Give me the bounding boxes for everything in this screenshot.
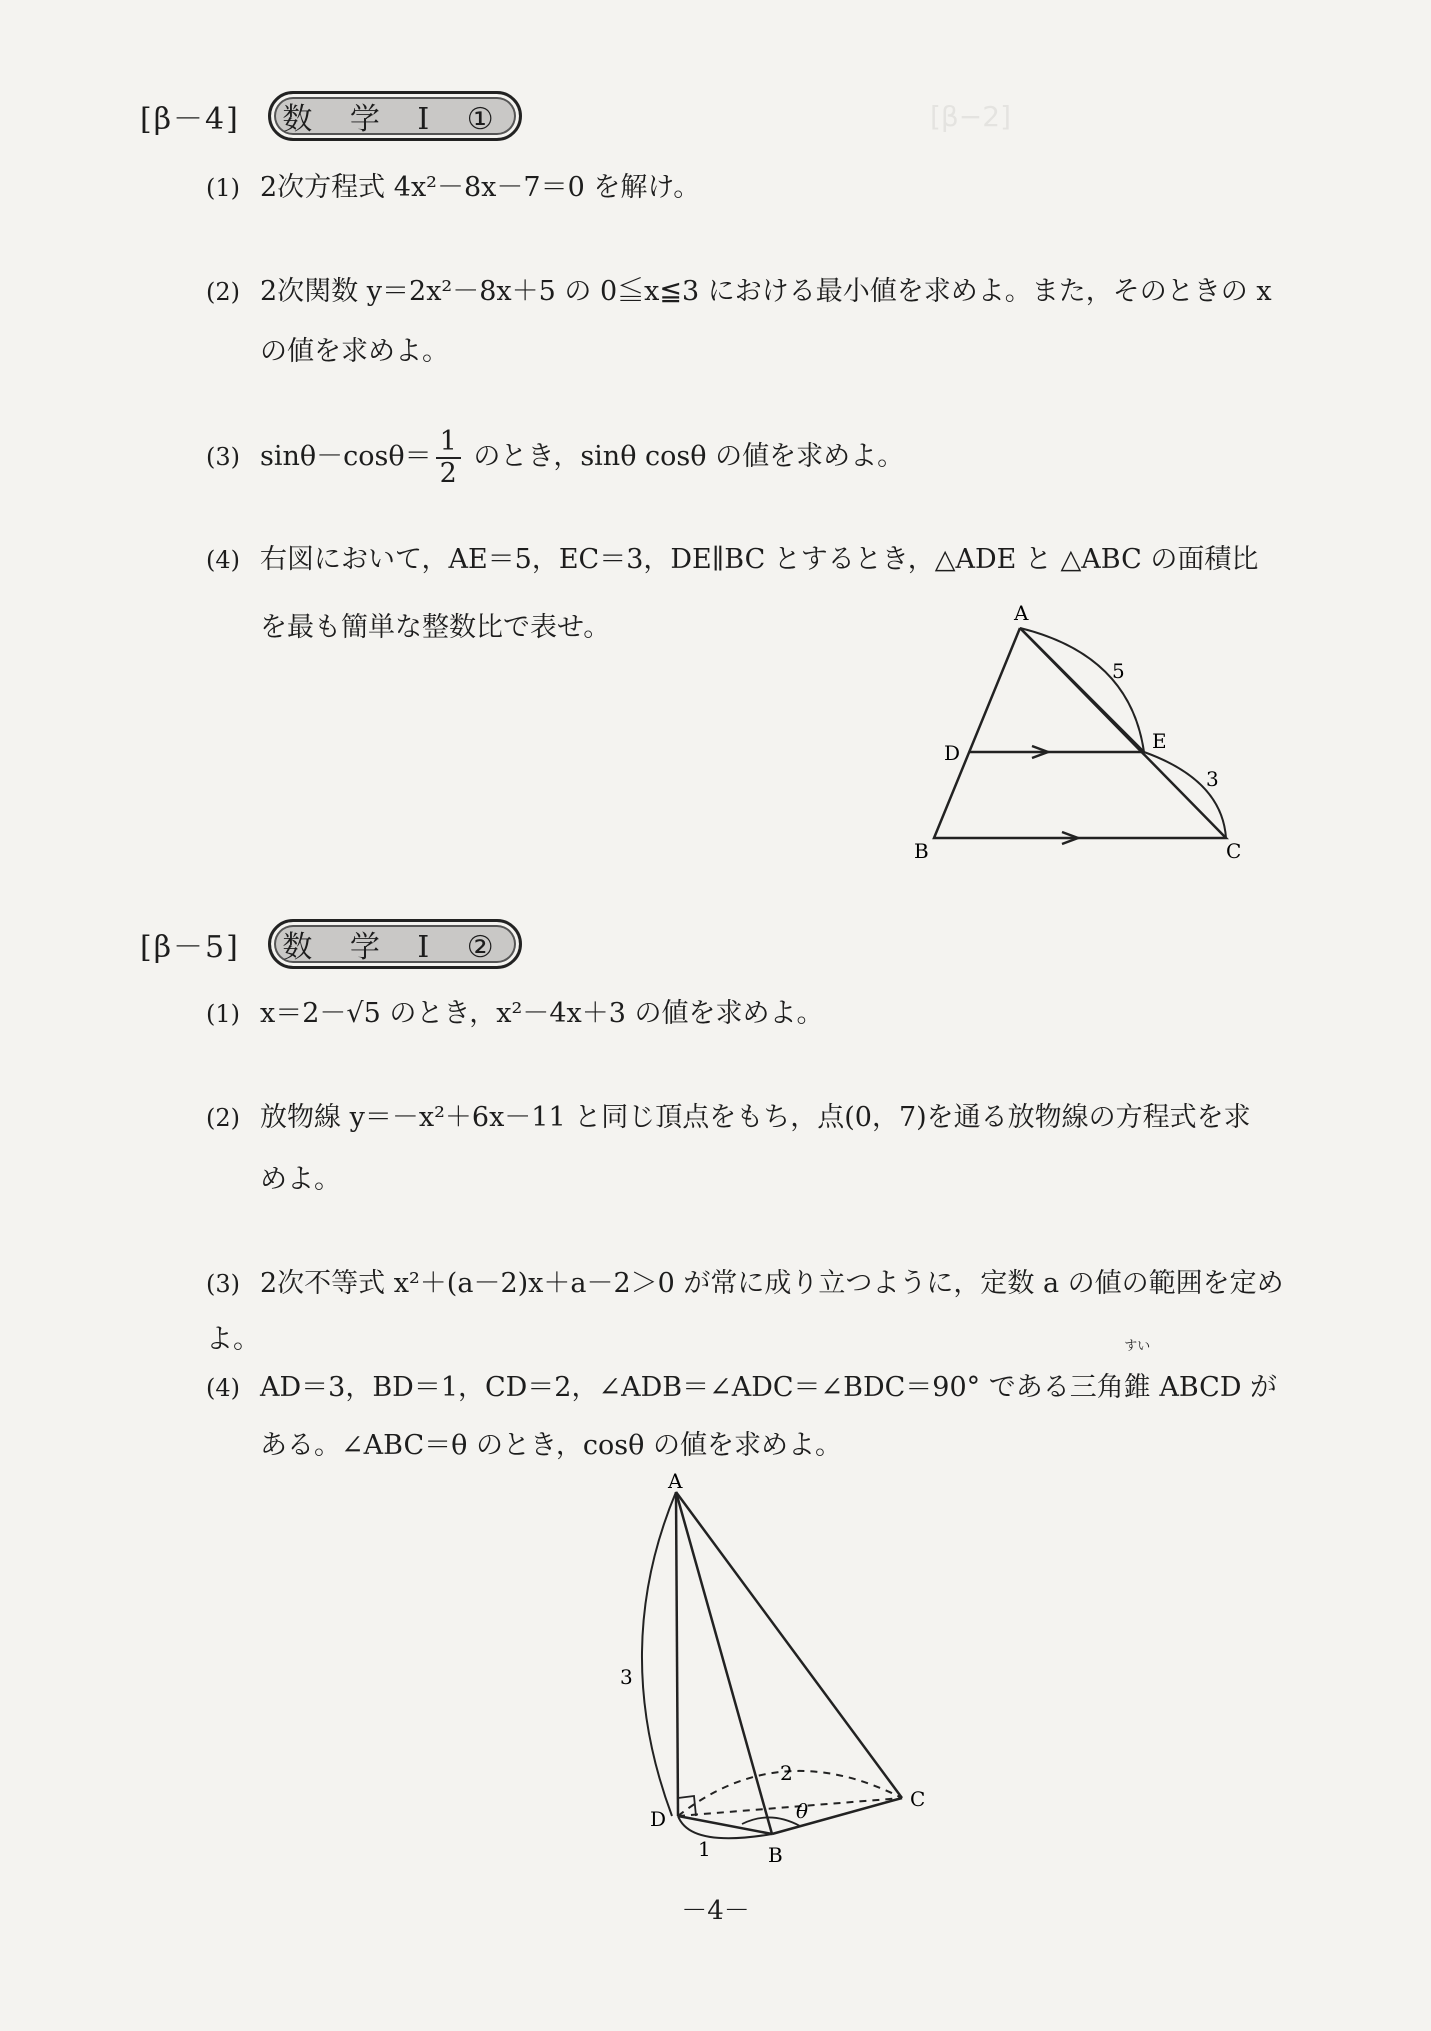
edge-ad [676,1492,678,1816]
ruby-base: 錐 [1123,1372,1151,1403]
vertex-label-a: A [1014,601,1029,625]
problem-b5-2 [206,1090,1306,1208]
problem-text: 2次方程式 4x²－8x－7＝0 を解け。 [260,172,701,203]
fraction-denominator: 2 [439,457,457,489]
section-header-b4 [140,88,522,144]
vertex-label-b: B [768,1843,783,1867]
vertex-label-b: B [914,839,929,863]
problem-number: (4) [206,546,240,574]
problem-text-post: のとき，sinθ cosθ の値を求めよ。 [464,441,905,472]
section-title-pill: 数 学 Ⅰ ② [268,919,522,969]
problem-text: x＝2－√5 のとき，x²－4x＋3 の値を求めよ。 [260,998,824,1029]
problem-b4-1 [206,160,1306,216]
arc-ad [642,1492,676,1816]
fraction-one-half [436,427,461,489]
angle-label-theta: θ [796,1799,809,1823]
section-header-b5 [140,916,522,972]
problem-number: (1) [206,1000,240,1028]
problem-number: (1) [206,174,240,202]
page-number: －4－ [681,1896,750,1926]
vertex-label-c: C [910,1787,926,1811]
problem-b4-2 [206,264,1306,380]
triangle-outline [934,628,1226,838]
problem-number: (2) [206,1104,240,1132]
length-label-ad: 3 [620,1665,633,1689]
problem-number: (2) [206,278,240,306]
vertex-label-e: E [1152,729,1167,753]
pyramid-figure [620,1469,960,1880]
vertex-label-d: D [650,1807,667,1831]
edge-ac [676,1492,902,1798]
problem-number: (3) [206,1270,240,1298]
section-code: [β－5] [140,930,240,965]
problem-text-continued: の値を求めよ。 [260,336,449,367]
length-label-bd: 1 [698,1837,711,1861]
problem-text-continued: めよ。 [260,1164,341,1195]
angle-theta-arc [742,1817,800,1826]
vertex-label-d: D [944,741,961,765]
length-label-ae: 5 [1112,659,1125,683]
length-label-cd: 2 [780,1761,793,1785]
problem-text-continued: ある。∠ABC＝θ のとき，cosθ の値を求めよ。 [260,1430,842,1461]
problem-text: 2次関数 y＝2x²－8x＋5 の 0≦x≦3 における最小値を求めよ。また，そのときの x [260,276,1272,307]
problem-text: 放物線 y＝－x²＋6x－11 と同じ頂点をもち，点(0，7)を通る放物線の方程式を求 [260,1102,1251,1133]
problem-text-post: ABCD が [1150,1372,1278,1403]
problem-b4-3 [206,422,1306,492]
ruby-kanji [1123,1339,1151,1416]
problem-b5-4 [206,1339,1306,1474]
problem-b5-1 [206,986,1306,1042]
problem-text: 2次不等式 x²＋(a－2)x＋a－2＞0 が常に成り立つように，定数 a の値の範囲を定めよ。 [206,1268,1284,1355]
problem-text-continued: を最も簡単な整数比で表せ。 [260,612,611,643]
segment-be [1020,628,1144,752]
vertex-label-c: C [1226,839,1242,863]
problem-text: 右図において，AE＝5，EC＝3，DE∥BC とするとき，△ADE と △ABC の面積比 [260,544,1259,575]
problem-text-pre: AD＝3，BD＝1，CD＝2，∠ADB＝∠ADC＝∠BDC＝90° である三角 [260,1372,1124,1403]
problem-text-pre: sinθ－cosθ＝ [260,441,432,472]
edge-ab [676,1492,772,1834]
problem-number: (4) [206,1374,240,1402]
section-title-pill: 数 学 Ⅰ ① [268,91,522,141]
length-label-ec: 3 [1206,767,1219,791]
fraction-numerator: 1 [436,427,461,459]
vertex-label-a: A [668,1469,683,1493]
triangle-figure [900,600,1260,880]
section-code: [β－4] [140,102,240,137]
problem-number: (3) [206,443,240,471]
bleed-through-ghost: [β−2] [930,100,1011,133]
ruby-reading: すい [1124,1339,1151,1354]
